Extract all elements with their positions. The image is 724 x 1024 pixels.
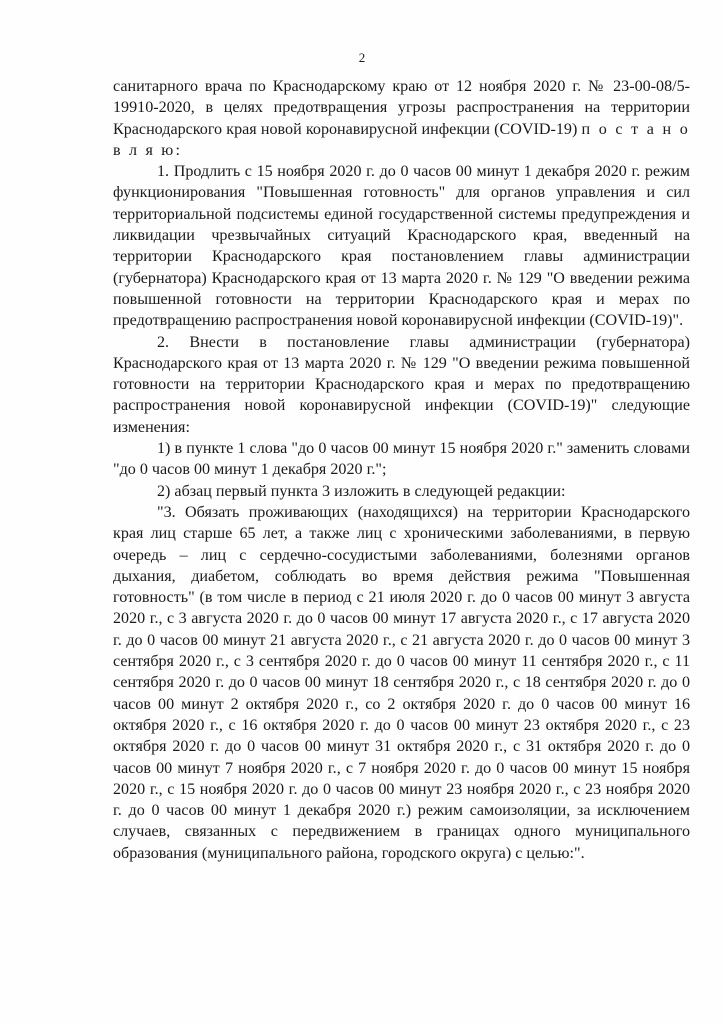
paragraph-3: "3. Обязать проживающих (находящихся) на территории Краснодарского края лиц старше 65 лет, а также лиц с хроническими заболеваниями, в первую очередь – лиц с сердечно-сосудистыми заболеваниями, болезнями органов дыхания, диабетом, соблюдать во время действия режима "Повышенная готовность" (в том числе в период с 21 июля 2020 г. до 0 часов 00 минут 3 августа 2020 г., с 3 августа 2020 г. до 0 часов 00 минут 17 августа 2020 г., с 17 августа 2020 г. до 0 часов 00 минут 21 августа 2020 г., с 21 августа 2020 г. до 0 часов 00 минут 3 сентября 2020 г., с 3 сентября 2020 г. до 0 часов 00 минут 11 сентября 2020 г., с 11 сентября 2020 г. до 0 часов 00 минут 18 сентября 2020 г., с 18 сентября 2020 г. до 0 часов 00 минут 2 октября 2020 г., со 2 октября 2020 г. до 0 часов 00 минут 16 октября 2020 г., с 16 октября 2020 г. до 0 часов 00 минут 23 октября 2020 г., с 23 октября 2020 г. до 0 часов 00 минут 31 октября 2020 г., с 31 октября 2020 г. до 0 часов 00 минут 7 ноября 2020 г., с 7 ноября 2020 г. до 0 часов 00 минут 15 ноября 2020 г., с 15 ноября 2020 г. до 0 часов 00 минут 23 ноября 2020 г., с 23 ноября 2020 г. до 0 часов 00 минут 1 декабря 2020 г.) режим самоизоляции, за исключением случаев, связанных с передвижением в границах одного муниципального образования (муниципального района, городского округа) с целью:". (113, 503, 690, 862)
intro-lead-text: санитарного врача по Краснодарскому краю от 12 ноября 2020 г. № 23-00-08/5-19910-2020, в целях предотвращения угрозы распространения на территории Краснодарского края новой коронавирусной инфекции (COVID-19) (113, 78, 690, 138)
subparagraph-1: 1) в пункте 1 слова "до 0 часов 00 минут 15 ноября 2020 г." заменить словами "до 0 часов 00 минут 1 декабря 2020 г."; (113, 440, 690, 479)
resolve-word: п о с т а н о в л я ю: (113, 120, 690, 159)
paragraph-2: 2. Внести в постановление главы администрации (губернатора) Краснодарского края от 13 марта 2020 г. № 129 "О введении режима повышенной готовности на территории Краснодарского края и мерах по предотвращению распространения новой коронавирусной инфекции (COVID-19)" следующие изменения: (113, 333, 690, 436)
intro-paragraph (113, 76, 690, 161)
paragraph-1: 1. Продлить с 15 ноября 2020 г. до 0 часов 00 минут 1 декабря 2020 г. режим функционирования "Повышенная готовность" для органов управления и сил территориальной подсистемы единой государственной системы предупреждения и ликвидации чрезвычайных ситуаций Краснодарского края, введенный на территории Краснодарского края постановлением главы администрации (губернатора) Краснодарского края от 13 марта 2020 г. № 129 "О введении режима повышенной готовности на территории Краснодарского края и мерах по предотвращению распространения новой коронавирусной инфекции (COVID-19)". (113, 163, 690, 330)
subparagraph-2: 2) абзац первый пункта 3 изложить в следующей редакции: (157, 482, 566, 500)
page-number: 2 (358, 50, 366, 65)
document-body (113, 76, 690, 864)
